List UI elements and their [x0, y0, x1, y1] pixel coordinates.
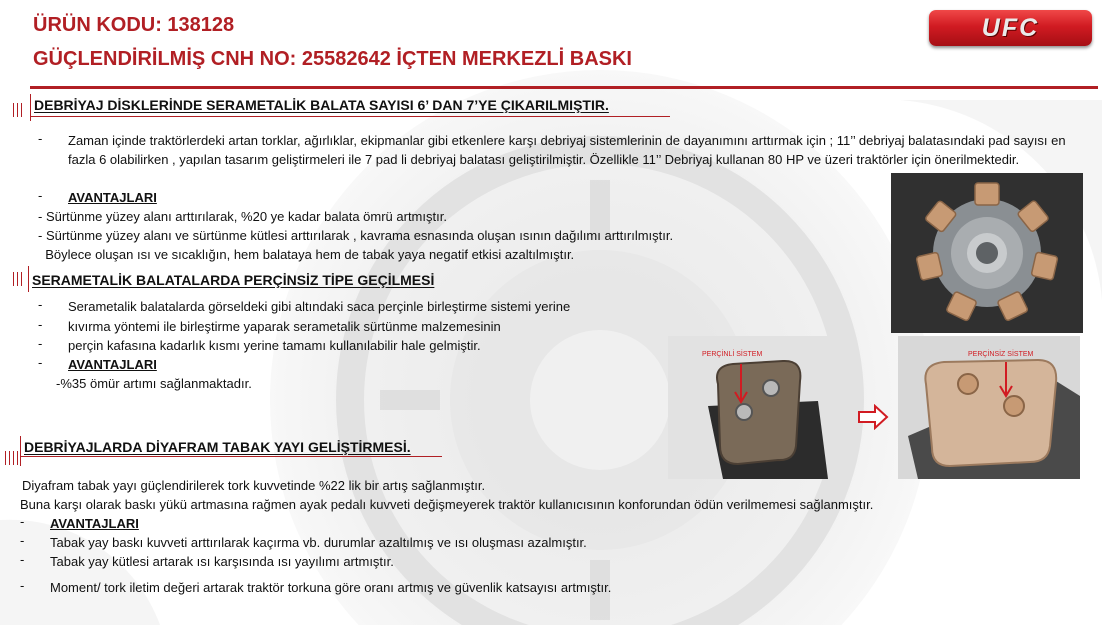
ufc-logo: UFC	[929, 10, 1092, 46]
dash-marker: -	[20, 533, 25, 548]
section1-paragraph: Zaman içinde traktörlerdeki artan torklar, ağırlıklar, ekipmanlar gibi etkenlere karşı debriyaj sistemlerinin de dayanımını arttırmak için ; 11’’ debriyaj balatasındaki pad sayısı en fazla 6 olabilirken , yapılan tasarım geliştirmeleri ile 7 pad li debriyaj balatası geliştirilmiştir. Özellikle 11’’ Debriyaj kullanan 80 HP ve üzeri traktörler için önerilmektedir.	[68, 133, 1066, 167]
rivetless-system-label: PERÇİNSİZ SİSTEM	[968, 351, 1034, 358]
dash-marker: -	[38, 336, 43, 351]
dash-marker: -	[38, 188, 43, 203]
section2-bullet: kıvırma yöntemi ile birleştirme yaparak serametalik sürtünme malzemesinin	[68, 319, 501, 334]
section1-advantages-label: AVANTAJLARI	[68, 190, 157, 205]
riveted-system-label: PERÇİNLİ SİSTEM	[702, 351, 763, 358]
section1-advantage-item: Böylece oluşan ısı ve sıcaklığın, hem balataya hem de tabak yaya negatif etkisi azaltılmıştır.	[38, 247, 575, 262]
section3-advantages-label: AVANTAJLARI	[50, 516, 139, 531]
dash-marker: -	[20, 552, 25, 567]
section3-line: Diyafram tabak yayı güçlendirilerek tork kuvvetinde %22 lik bir artış sağlanmıştır.	[22, 478, 486, 493]
arrow-right-icon	[857, 404, 889, 430]
rivetless-pad-photo	[898, 336, 1080, 479]
section3-advantage-item: Moment/ tork iletim değeri artarak traktör torkuna göre oranı artmış ve güvenlik katsayısı artmıştır.	[50, 580, 612, 595]
section3-underline-rule	[20, 456, 442, 457]
section1-marker	[13, 103, 22, 117]
section1-title: DEBRİYAJ DİSKLERİNDE SERAMETALİK BALATA SAYISI 6’ DAN 7’YE ÇIKARILMIŞTIR.	[34, 97, 609, 113]
riveted-pad-photo	[668, 336, 846, 479]
dash-marker: -	[20, 578, 25, 593]
section2-marker	[13, 272, 22, 286]
dash-marker: -	[38, 131, 43, 146]
dash-marker: -	[38, 317, 43, 332]
product-subtitle: GÜÇLENDİRİLMİŞ CNH NO: 25582642 İÇTEN MERKEZLİ BASKI	[33, 48, 632, 70]
section2-advantages-label: AVANTAJLARI	[68, 357, 157, 372]
dash-marker: -	[38, 355, 43, 370]
section1-advantage-item: - Sürtünme yüzey alanı ve sürtünme kütlesi arttırılarak , kavrama esnasında oluşan ısının dağılımı arttırılmıştır.	[38, 228, 674, 243]
section3-advantage-item: Tabak yay baskı kuvveti arttırılarak kaçırma vb. durumlar azaltılmış ve ısı oluşması azalmıştır.	[50, 535, 587, 550]
header-divider	[30, 86, 1098, 89]
section3-title: DEBRİYAJLARDA DİYAFRAM TABAK YAYI GELİŞTİRMESİ.	[24, 439, 411, 455]
dash-marker: -	[38, 297, 43, 312]
section3-marker	[5, 451, 18, 465]
section1-underline-rule	[30, 116, 670, 117]
section2-bullet: Serametalik balatalarda görseldeki gibi altındaki saca perçinle birleştirme sistemi yerine	[68, 299, 571, 314]
dash-marker: -	[20, 514, 25, 529]
section2-bullet: perçin kafasına kadarlık kısmı yerine tamamı kullanılabilir hale gelmiştir.	[68, 338, 481, 353]
product-code-title: ÜRÜN KODU: 138128	[33, 14, 235, 36]
section2-title: SERAMETALİK BALATALARDA PERÇİNSİZ TİPE GEÇİLMESİ	[32, 272, 435, 288]
section3-line: Buna karşı olarak baskı yükü artmasına rağmen ayak pedalı kuvveti değişmeyerek traktör kullanıcısının konforundan ödün verilmemesi sağlanmıştır.	[20, 497, 874, 512]
section3-advantage-item: Tabak yay kütlesi artarak ısı karşısında ısı yayılımı artmıştır.	[50, 554, 394, 569]
section2-bracket	[28, 266, 29, 292]
section3-bracket	[20, 436, 21, 466]
clutch-disc-photo	[891, 173, 1083, 333]
section2-advantage-item: -%35 ömür artımı sağlanmaktadır.	[56, 376, 252, 391]
section1-advantage-item: - Sürtünme yüzey alanı arttırılarak, %20 ye kadar balata ömrü artmıştır.	[38, 209, 447, 224]
